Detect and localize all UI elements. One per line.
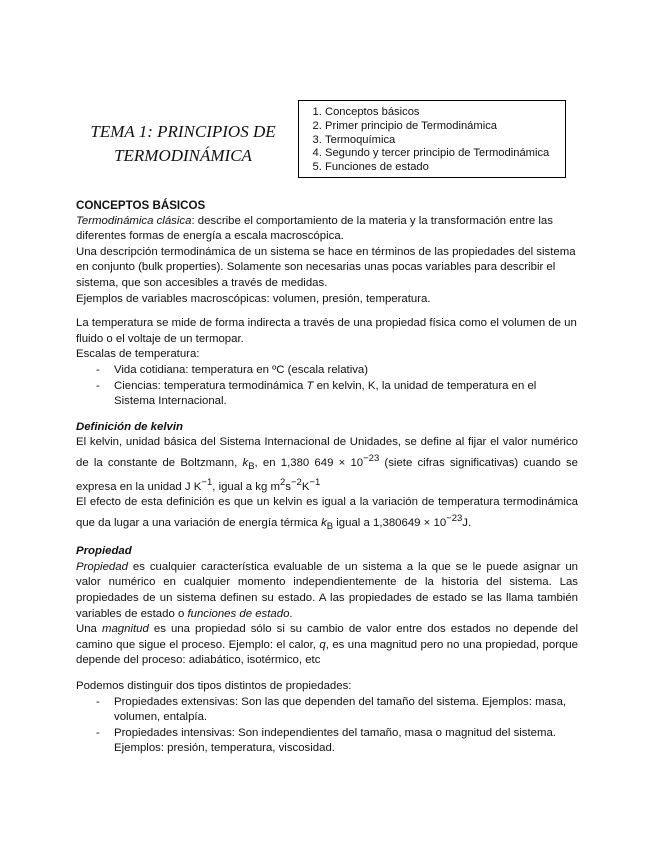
term-propiedad: Propiedad <box>76 560 128 573</box>
subscript-B: B <box>248 460 255 472</box>
paragraph-termodinamica-clasica <box>76 214 578 245</box>
exponent: −23 <box>446 512 463 524</box>
subscript-B: B <box>326 520 334 532</box>
symbol-q: q <box>319 638 326 651</box>
paragraph-ejemplos-variables: Ejemplos de variables macroscópicas: volumen, presión, temperatura. <box>76 292 431 305</box>
symbol-T: T <box>306 379 314 392</box>
paragraph-definicion-kelvin <box>76 435 578 495</box>
toc-item: 4. Segundo y tercer principio de Termodinámica <box>325 147 561 161</box>
exponent: −2 <box>290 476 302 488</box>
paragraph-text: es una propiedad sólo si su cambio de valor entre dos estados no depende del camino que sigue el proceso. Ejemplo: el calor, <box>76 623 578 651</box>
paragraph-text: K <box>301 480 310 493</box>
table-of-contents-box <box>298 100 566 178</box>
document-body <box>76 198 578 757</box>
toc-item: 2. Primer principio de Termodinámica <box>325 120 561 134</box>
section-heading-kelvin: Definición de kelvin <box>76 420 183 433</box>
list-item: - Vida cotidiana: temperatura en ºC (escala relativa) <box>114 363 578 379</box>
exponent: −1 <box>201 476 213 488</box>
paragraph-text: El kelvin, unidad básica del Sistema Internacional de Unidades, se define al fijar el valor numérico de la constante de Boltzmann, <box>76 436 578 469</box>
term-funciones-de-estado: funciones de estado <box>187 607 290 620</box>
paragraph-text: (siete cifras significativas) cuando se expresa en la unidad J K <box>76 456 578 493</box>
paragraph-tipos-propiedades: Podemos distinguir dos tipos distintos de propiedades: <box>76 679 352 692</box>
paragraph-text: , es una magnitud pero no una propiedad, porque depende del proceso: adiabático, isotérmico, etc <box>76 638 579 667</box>
toc-item: 5. Funciones de estado <box>325 161 561 175</box>
paragraph-text: s <box>285 480 291 493</box>
list-item <box>114 379 578 410</box>
paragraph-escalas: Escalas de temperatura: <box>76 348 200 361</box>
paragraph-temperatura: La temperatura se mide de forma indirecta a través de una propiedad física como el volumen de un fluido o el voltaje de un termopar. <box>76 317 577 345</box>
paragraph-text: . <box>289 607 293 620</box>
paragraph-text: , igual a kg m <box>212 480 280 493</box>
paragraph-text: : describe el comportamiento de la materia y la transformación entre las diferentes formas de energía a escala macroscópica. <box>76 214 553 243</box>
paragraph-text: El efecto de esta definición es que un kelvin es igual a la variación de temperatura termodinámica que da lugar a una variación de energía térmica <box>76 495 578 529</box>
list-item-text: Ciencias: temperatura termodinámica <box>114 379 307 392</box>
title-line-2: TERMODINÁMICA <box>114 146 252 165</box>
paragraph-text: es cualquier característica evaluable de un sistema a la que se le puede asignar un valor numérico en cualquier momento independientemente de la historia del sistema. Las propiedades de un sistema definen su estado. A las propiedades de estado se las llama también variables de estado o <box>76 560 578 620</box>
toc-list <box>307 106 561 175</box>
paragraph-text: , en 1,380 649 × 10 <box>254 456 364 469</box>
exponent: −1 <box>309 476 321 488</box>
property-types-list <box>76 695 578 757</box>
toc-item: 3. Termoquímica <box>325 134 561 148</box>
temperature-scales-list <box>76 363 578 410</box>
list-item-text: en kelvin, K, la unidad de temperatura en el Sistema Internacional. <box>114 379 537 408</box>
symbol-k: k <box>242 456 249 469</box>
list-item: - Propiedades extensivas: Son las que dependen del tamaño del sistema. Ejemplos: masa, volumen, entalpía. <box>114 695 578 726</box>
paragraph-text: Una <box>76 623 102 636</box>
list-item: - Propiedades intensivas: Son independientes del tamaño, masa o magnitud del sistema. Ejemplos: presión, temperatura, viscosidad. <box>114 726 578 757</box>
exponent: −23 <box>363 452 380 464</box>
exponent: 2 <box>279 476 286 488</box>
paragraph-text: J. <box>462 516 472 529</box>
term-termodinamica-clasica: Termodinámica clásica <box>76 214 192 227</box>
paragraph-propiedad <box>76 560 578 622</box>
paragraph-magnitud <box>76 622 578 669</box>
paragraph-descripcion: Una descripción termodinámica de un sistema se hace en términos de las propiedades del sistema en conjunto (bulk properties). Solamente son necesarias unas pocas variables para describir el sistema, que son accesibles a través de medidas. <box>76 245 576 289</box>
section-heading-propiedad: Propiedad <box>76 545 132 558</box>
document-title <box>72 120 294 168</box>
term-magnitud: magnitud <box>101 623 149 636</box>
paragraph-text: igual a 1,380649 × 10 <box>333 516 447 529</box>
section-heading-conceptos: CONCEPTOS BÁSICOS <box>76 199 206 212</box>
symbol-k: k <box>321 516 327 529</box>
title-line-1: TEMA 1: PRINCIPIOS DE <box>90 122 276 141</box>
toc-item: 1. Conceptos básicos <box>325 106 561 120</box>
paragraph-efecto-definicion <box>76 495 578 534</box>
